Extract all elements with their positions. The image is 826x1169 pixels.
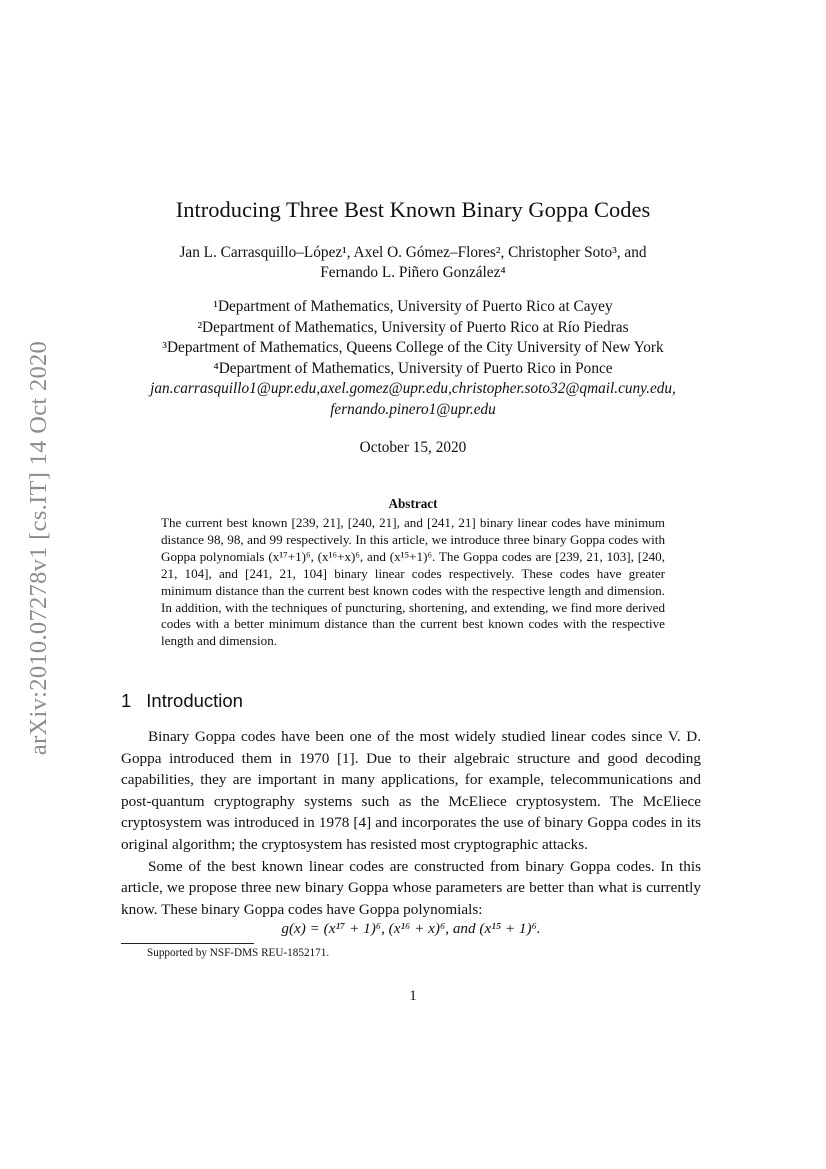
- email-line-2: [100, 400, 726, 421]
- affiliation-2: ²Department of Mathematics, University of Puerto Rico at Río Piedras: [197, 318, 629, 336]
- paper-title: Introducing Three Best Known Binary Goppa Codes: [175, 197, 651, 222]
- affiliations: [100, 297, 726, 420]
- affiliation-3: ³Department of Mathematics, Queens College of the City University of New York: [162, 339, 664, 356]
- paragraph-1: Binary Goppa codes have been one of the most widely studied linear codes since V. D. Goppa introduced them in 1970 [1]. Due to their algebraic structure and good decoding capabilities, they are important in many applications, for example, telecommunications and post-quantum cryptography systems such as the McEliece cryptosystem. The McEliece cryptosystem was introduced in 1978 [4] and incorporates the use of binary Goppa codes in its original algorithm; the cryptosystem has resisted most cryptographic attacks.: [121, 728, 701, 853]
- arxiv-stamp-text: arXiv:2010.07278v1 [cs.IT] 14 Oct 2020: [25, 340, 52, 756]
- footnote: Supported by NSF-DMS REU-1852171.: [147, 947, 330, 959]
- arxiv-stamp: [22, 340, 56, 756]
- section-title: Introduction: [146, 690, 243, 711]
- abstract-text: The current best known [239, 21], [240, 21], and [241, 21] binary linear codes have minimum distance 98, 98, and 99 respectively. In this article, we introduce three binary Goppa codes with Goppa polynomials (x¹⁷+1)⁶, (x¹⁶+x)⁶, and (x¹⁵+1)⁶. The Goppa codes are [239, 21, 103], [240, 21, 104], and [241, 21, 104] binary linear codes respectively. These codes have greater minimum distance than the current best known codes with the respective length and dimension. In addition, with the techniques of puncturing, shortening, and extending, we find more derived codes with a better minimum distance than the current best known codes with the respective length and dimension.: [161, 515, 665, 649]
- email-line-2-text: fernando.pinero1@upr.edu: [330, 400, 496, 418]
- paper-date: October 15, 2020: [359, 439, 467, 456]
- footnote-rule: [121, 943, 254, 944]
- email-line-1-text: jan.carrasquillo1@upr.edu,axel.gomez@upr.edu,christopher.soto32@qmail.cuny.edu,: [150, 380, 676, 397]
- section-heading: [121, 690, 243, 712]
- page-number: 1: [409, 988, 417, 1004]
- goppa-polynomials-equation: g(x) = (x¹⁷ + 1)⁶, (x¹⁶ + x)⁶, and (x¹⁵ + 1)⁶.: [281, 920, 541, 937]
- abstract-heading: Abstract: [388, 496, 438, 511]
- affiliation-1: ¹Department of Mathematics, University of Puerto Rico at Cayey: [213, 298, 613, 315]
- author-list: [100, 243, 726, 283]
- email-line-1: [100, 379, 726, 400]
- paragraph-2: Some of the best known linear codes are constructed from binary Goppa codes. In this article, we propose three new binary Goppa whose parameters are better than what is currently know. These binary Goppa codes have Goppa polynomials:: [121, 857, 701, 918]
- author-line-2: Fernando L. Piñero González⁴: [320, 264, 506, 281]
- section-number: 1: [121, 690, 132, 711]
- author-line-1: Jan L. Carrasquillo–López¹, Axel O. Gómez–Flores², Christopher Soto³, and: [179, 244, 647, 261]
- affiliation-4: ⁴Department of Mathematics, University of Puerto Rico in Ponce: [213, 359, 613, 377]
- body-text: [121, 726, 701, 920]
